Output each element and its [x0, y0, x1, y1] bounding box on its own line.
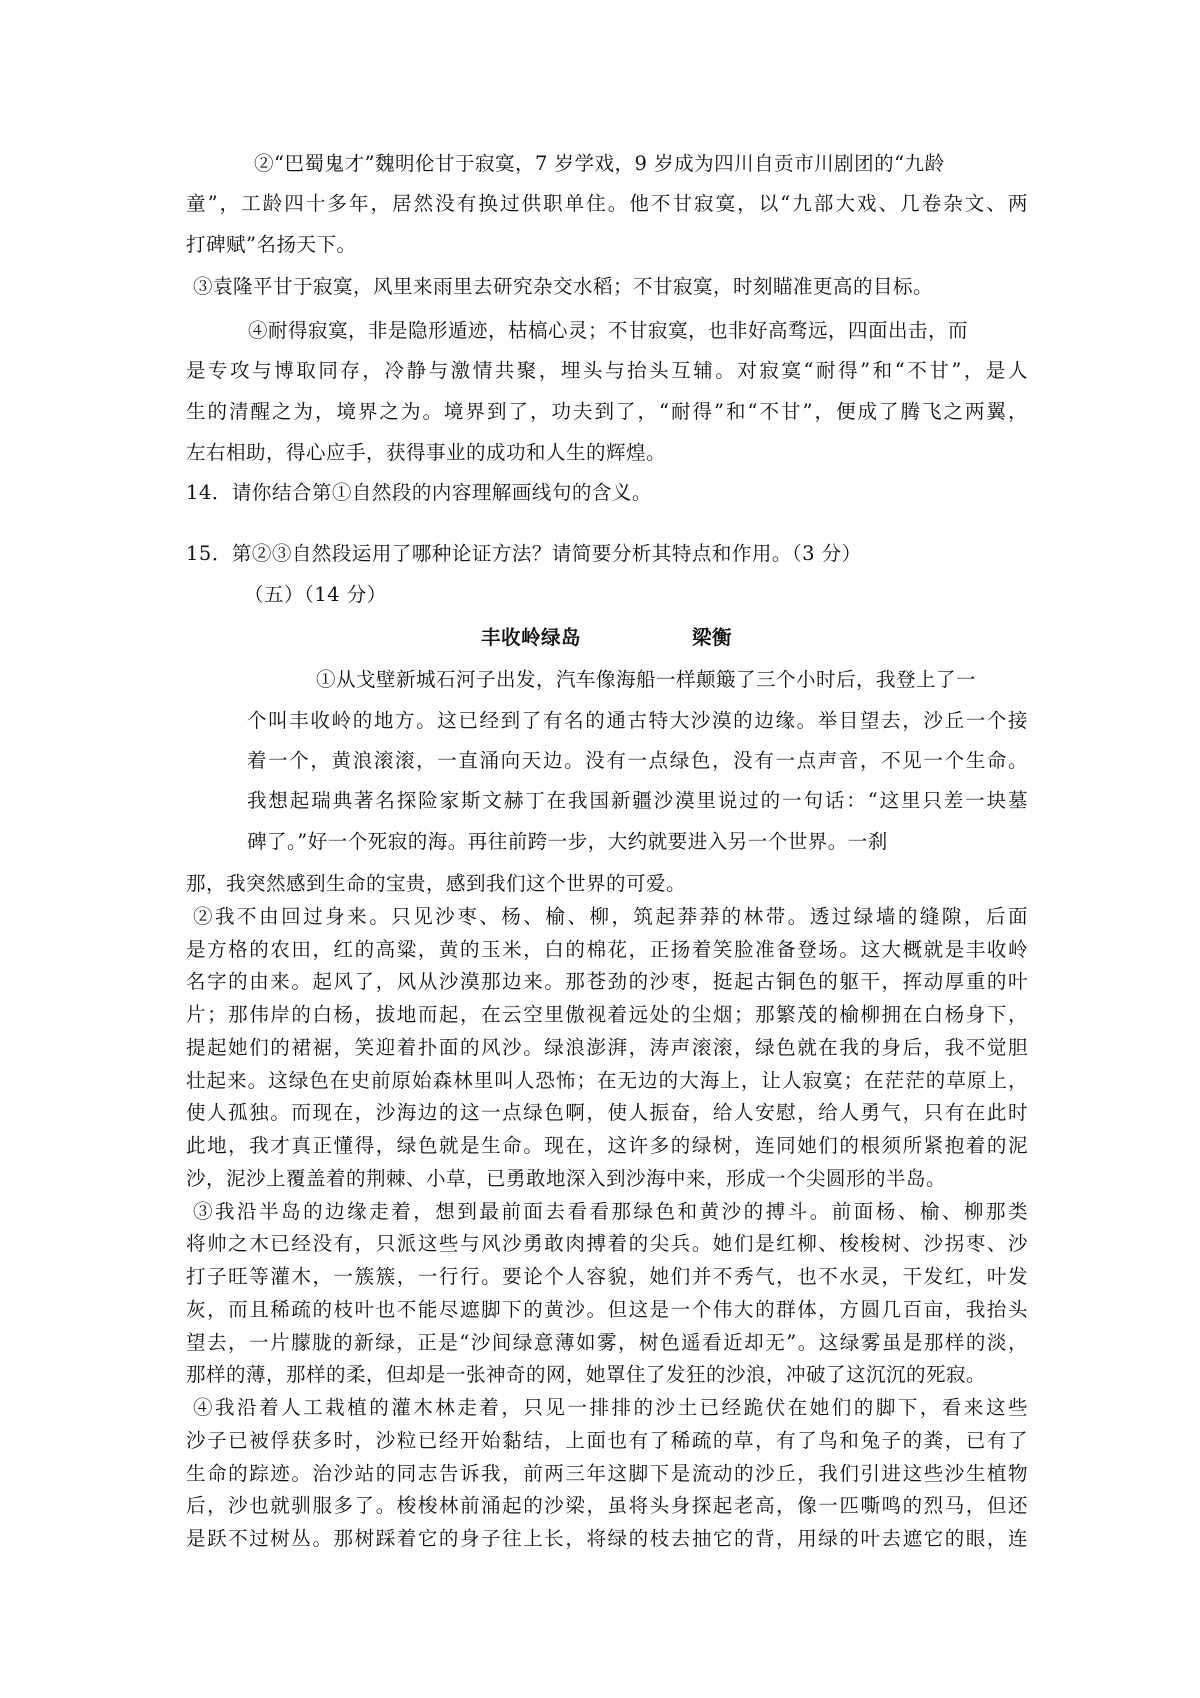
essay-p1-line-5: 碑了。”好一个死寂的海。再往前跨一步，大约就要进入另一个世界。一刹 — [247, 830, 888, 853]
paragraph-4-line-2: 是专攻与博取同存，冷静与激情共聚，埋头与抬头互辅。对寂寞“耐得”和“不甘”，是人 — [186, 359, 1028, 382]
essay-p3-line-3: 打子旺等灌木，一簇簇，一行行。要论个人容貌，她们并不秀气，也不水灵，干发红，叶发 — [186, 1265, 1028, 1288]
essay-p4-line-5: 是跃不过树丛。那树踩着它的身子往上长，将绿的枝去抽它的背，用绿的叶去遮它的眼，连 — [186, 1527, 1028, 1550]
essay-title: 丰收岭绿岛 — [481, 626, 582, 649]
essay-p4-line-1: ④我沿着人工栽植的灌木林走着，只见一排排的沙土已经跪伏在她们的脚下，看来这些 — [193, 1396, 1028, 1419]
essay-author: 梁衡 — [692, 626, 733, 649]
paragraph-4-line-1: ④耐得寂寞，非是隐形遁迹，枯槁心灵；不甘寂寞，也非好高骛远，四面出击，而 — [248, 319, 969, 342]
essay-p1-line-4: 我想起瑞典著名探险家斯文赫丁在我国新疆沙漠里说过的一句话：“这里只差一块墓 — [247, 789, 1028, 812]
paragraph-2-line-2: 童”，工龄四十多年，居然没有换过供职单住。他不甘寂寞，以“九部大戏、几卷杂文、两 — [186, 192, 1028, 215]
essay-p3-line-1: ③我沿半岛的边缘走着，想到最前面去看看那绿色和黄沙的搏斗。前面杨、榆、柳那类 — [193, 1200, 1028, 1223]
essay-p2-line-7: 使人孤独。而现在，沙海边的这一点绿色啊，使人振奋，给人安慰，给人勇气，只有在此时 — [186, 1101, 1028, 1124]
paragraph-4-line-4: 左右相助，得心应手，获得事业的成功和人生的辉煌。 — [186, 441, 667, 464]
paragraph-4-line-3: 生的清醒之为，境界之为。境界到了，功夫到了，“耐得”和“不甘”，便成了腾飞之两翼， — [186, 400, 1028, 423]
essay-p2-line-1: ②我不由回过身来。只见沙枣、杨、榆、柳，筑起莽莽的林带。透过绿墙的缝隙，后面 — [193, 905, 1028, 928]
essay-p2-line-9: 沙，泥沙上覆盖着的荆棘、小草，已勇敢地深入到沙海中来，形成一个尖圆形的半岛。 — [186, 1167, 947, 1190]
essay-p4-line-2: 沙子已被俘获多时，沙粒已经开始黏结，上面也有了稀疏的草，有了鸟和兔子的粪，已有了 — [186, 1429, 1028, 1452]
essay-p2-line-8: 此地，我才真正懂得，绿色就是生命。现在，这许多的绿树，连同她们的根须所紧抱着的泥 — [186, 1134, 1028, 1157]
section-five-heading: （五）（14 分） — [244, 583, 387, 606]
essay-p2-line-4: 片；那伟岸的白杨，拔地而起，在云空里傲视着远处的尘烟；那繁茂的榆柳拥在白杨身下， — [186, 1003, 1028, 1026]
essay-p2-line-3: 名字的由来。起风了，风从沙漠那边来。那苍劲的沙枣，挺起古铜色的躯干，挥动厚重的叶 — [186, 970, 1028, 993]
essay-p3-line-5: 望去，一片朦胧的新绿，正是“沙间绿意薄如雾，树色遥看近却无”。这绿雾虽是那样的淡， — [186, 1331, 1028, 1354]
essay-p2-line-2: 是方格的农田，红的高粱，黄的玉米，白的棉花，正扬着笑脸准备登场。这大概就是丰收岭 — [186, 938, 1028, 961]
essay-p3-line-2: 将帅之木已经没有，只派这些与风沙勇敢肉搏着的尖兵。她们是红柳、梭梭树、沙拐枣、沙 — [186, 1232, 1028, 1255]
paragraph-3-line-1: ③袁隆平甘于寂寞，风里来雨里去研究杂交水稻；不甘寂寞，时刻瞄准更高的目标。 — [193, 275, 934, 298]
paragraph-2-line-1: ②“巴蜀鬼才”魏明伦甘于寂寞，7 岁学戏，9 岁成为四川自贡市川剧团的“九龄 — [254, 152, 945, 175]
question-14: 14．请你结合第①自然段的内容理解画线句的含义。 — [186, 481, 652, 504]
essay-p4-line-4: 后，沙也就驯服多了。梭梭林前涌起的沙梁，虽将头身探起老高，像一匹嘶鸣的烈马，但还 — [186, 1494, 1028, 1517]
essay-p1-line-1: ①从戈壁新城石河子出发，汽车像海船一样颠簸了三个小时后，我登上了一 — [316, 668, 977, 691]
question-15: 15．第②③自然段运用了哪种论证方法？请简要分析其特点和作用。（3 分） — [186, 542, 862, 565]
essay-p2-line-5: 提起她们的裙裾，笑迎着扑面的风沙。绿浪澎湃，涛声滚滚，绿色就在我的身后，我不觉胆 — [186, 1036, 1028, 1059]
essay-p1-line-2: 个叫丰收岭的地方。这已经到了有名的通古特大沙漠的边缘。举目望去，沙丘一个接 — [247, 709, 1028, 732]
essay-p1-line-6: 那，我突然感到生命的宝贵，感到我们这个世界的可爱。 — [186, 872, 687, 895]
essay-p1-line-3: 着一个，黄浪滚滚，一直涌向天边。没有一点绿色，没有一点声音，不见一个生命。 — [247, 749, 1028, 772]
paragraph-2-line-3: 打碑赋”名扬天下。 — [186, 233, 357, 256]
essay-p3-line-4: 灰，而且稀疏的枝叶也不能尽遮脚下的黄沙。但这是一个伟大的群体，方圆几百亩，我抬头 — [186, 1298, 1028, 1321]
essay-p2-line-6: 壮起来。这绿色在史前原始森林里叫人恐怖；在无边的大海上，让人寂寞；在茫茫的草原上， — [186, 1069, 1028, 1092]
essay-p4-line-3: 生命的踪迹。治沙站的同志告诉我，前两三年这脚下是流动的沙丘，我们引进这些沙生植物 — [186, 1462, 1028, 1485]
essay-p3-line-6: 那样的薄，那样的柔，但却是一张神奇的网，她罩住了发狂的沙浪，冲破了这沉沉的死寂。 — [186, 1363, 987, 1386]
